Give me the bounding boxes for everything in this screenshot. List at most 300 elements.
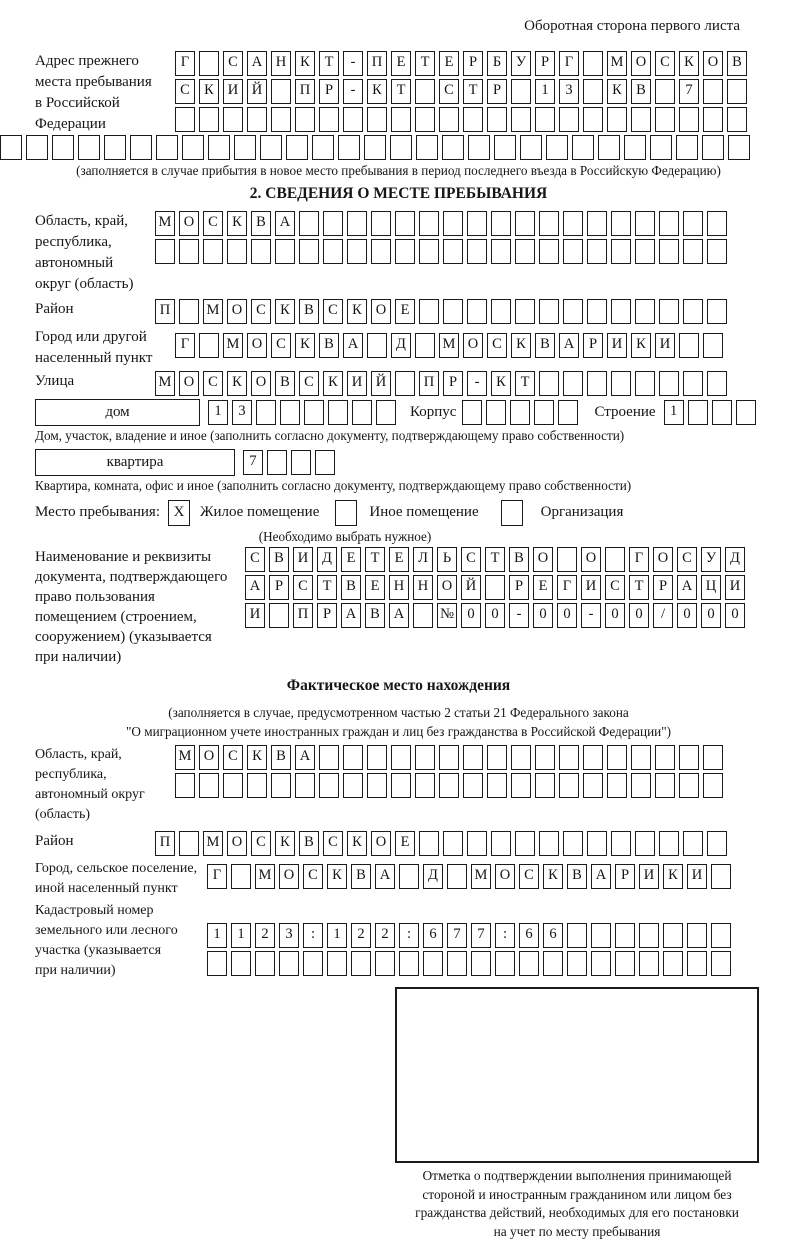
dom-caption: Дом, участок, владение и иное (заполнить согласно документу, подтверждающему право собственности) — [35, 428, 762, 444]
char-box — [315, 450, 335, 475]
char-box — [447, 864, 467, 889]
kvartira-box: квартира — [35, 449, 235, 476]
char-box — [659, 299, 679, 324]
char-box: С — [203, 371, 223, 396]
char-box — [280, 400, 300, 425]
org-label: Организация — [541, 499, 624, 526]
char-box: Р — [487, 79, 507, 104]
char-box: Г — [175, 51, 195, 76]
char-box: Т — [391, 79, 411, 104]
char-box — [207, 951, 227, 976]
char-box — [299, 211, 319, 236]
char-box — [703, 745, 723, 770]
char-box — [175, 107, 195, 132]
label-line: (область) — [35, 805, 175, 825]
char-box — [631, 107, 651, 132]
char-box — [683, 371, 703, 396]
char-box: С — [655, 51, 675, 76]
char-box — [559, 773, 579, 798]
char-box — [467, 299, 487, 324]
char-box — [227, 239, 247, 264]
char-box — [707, 211, 727, 236]
label-line: "О миграционном учете иностранных граждан и лиц без гражданства в Российской Федерации") — [35, 722, 762, 741]
char-box — [256, 400, 276, 425]
char-box — [624, 135, 646, 160]
char-box: А — [559, 333, 579, 358]
char-box: Т — [515, 371, 535, 396]
char-box: С — [677, 547, 697, 572]
char-box: И — [245, 603, 265, 628]
char-box — [727, 107, 747, 132]
label-line: округ (область) — [35, 274, 155, 295]
char-box: 1 — [231, 923, 251, 948]
char-box: 0 — [605, 603, 625, 628]
char-box: О — [533, 547, 553, 572]
char-box: 2 — [255, 923, 275, 948]
char-box: Е — [439, 51, 459, 76]
char-box — [468, 135, 490, 160]
char-box: К — [631, 333, 651, 358]
char-box — [535, 773, 555, 798]
label-line: помещением (строением, — [35, 607, 245, 627]
char-box: Д — [423, 864, 443, 889]
char-box: И — [293, 547, 313, 572]
char-box — [494, 135, 516, 160]
dom-row — [35, 399, 762, 426]
char-box: 0 — [677, 603, 697, 628]
char-box — [419, 299, 439, 324]
char-box — [231, 951, 251, 976]
char-box — [546, 135, 568, 160]
char-box: Н — [389, 575, 409, 600]
char-box — [495, 951, 515, 976]
char-boxes-row — [208, 400, 400, 425]
char-box — [683, 831, 703, 856]
char-box — [371, 239, 391, 264]
char-box: В — [567, 864, 587, 889]
char-box: Б — [487, 51, 507, 76]
char-box — [463, 773, 483, 798]
char-box: / — [653, 603, 673, 628]
char-box: И — [655, 333, 675, 358]
char-box — [443, 831, 463, 856]
char-box: - — [343, 51, 363, 76]
char-box — [26, 135, 48, 160]
char-box — [611, 371, 631, 396]
char-box — [443, 239, 463, 264]
char-box — [583, 107, 603, 132]
char-box: К — [227, 371, 247, 396]
char-box — [447, 951, 467, 976]
doc-block — [35, 547, 762, 667]
char-box — [179, 831, 199, 856]
char-box — [611, 831, 631, 856]
char-box: 0 — [461, 603, 481, 628]
label-line: населенный пункт — [35, 348, 175, 369]
char-box: Г — [175, 333, 195, 358]
char-box: Д — [317, 547, 337, 572]
char-box — [491, 211, 511, 236]
char-box — [391, 745, 411, 770]
char-boxes-row — [175, 51, 751, 76]
prev-address-rows — [175, 51, 751, 135]
char-box — [463, 107, 483, 132]
char-box — [659, 831, 679, 856]
char-box — [199, 51, 219, 76]
char-box — [312, 135, 334, 160]
char-box: Ь — [437, 547, 457, 572]
char-box — [687, 923, 707, 948]
char-box: 1 — [207, 923, 227, 948]
char-box: А — [341, 603, 361, 628]
char-box — [563, 299, 583, 324]
char-box — [679, 773, 699, 798]
char-box: Е — [395, 831, 415, 856]
char-box — [364, 135, 386, 160]
char-box — [591, 951, 611, 976]
char-box: 6 — [519, 923, 539, 948]
char-box — [371, 211, 391, 236]
kadastr-label — [35, 901, 207, 981]
char-box — [519, 951, 539, 976]
char-box: 7 — [243, 450, 263, 475]
char-box — [415, 773, 435, 798]
char-box: А — [343, 333, 363, 358]
char-box — [199, 333, 219, 358]
label-line: автономный округ — [35, 785, 175, 805]
char-box: К — [227, 211, 247, 236]
char-box: Т — [463, 79, 483, 104]
char-box — [583, 773, 603, 798]
char-box: 3 — [232, 400, 252, 425]
char-box — [659, 211, 679, 236]
char-box: Р — [319, 79, 339, 104]
char-boxes-row — [245, 547, 749, 572]
char-box — [419, 239, 439, 264]
char-box — [271, 773, 291, 798]
char-box — [255, 951, 275, 976]
char-box: В — [299, 299, 319, 324]
char-box — [419, 831, 439, 856]
label-line: Город, сельское поселение, — [35, 859, 207, 879]
char-box: О — [581, 547, 601, 572]
char-box: П — [293, 603, 313, 628]
char-box — [487, 745, 507, 770]
char-box — [511, 745, 531, 770]
kvartira-row — [35, 449, 762, 476]
char-boxes-row — [175, 107, 751, 132]
char-box — [251, 239, 271, 264]
char-boxes-row — [175, 333, 727, 358]
char-box: С — [175, 79, 195, 104]
char-box: Н — [271, 51, 291, 76]
char-box: 3 — [279, 923, 299, 948]
char-box — [328, 400, 348, 425]
char-box — [199, 107, 219, 132]
char-box: - — [509, 603, 529, 628]
oblast-row — [35, 211, 762, 299]
char-box — [467, 831, 487, 856]
char-box: М — [175, 745, 195, 770]
char-box — [391, 107, 411, 132]
char-boxes-row — [207, 951, 735, 976]
char-box: 6 — [423, 923, 443, 948]
char-box: А — [275, 211, 295, 236]
char-box: И — [581, 575, 601, 600]
char-box: 7 — [471, 923, 491, 948]
kvartira-caption: Квартира, комната, офис и иное (заполнить согласно документу, подтверждающему право собственности) — [35, 478, 762, 494]
char-box: Т — [485, 547, 505, 572]
char-box — [535, 745, 555, 770]
char-box — [491, 239, 511, 264]
char-box: Р — [583, 333, 603, 358]
fact-heading: Фактическое место нахождения — [35, 677, 762, 695]
char-box — [223, 107, 243, 132]
char-box: С — [251, 831, 271, 856]
char-box: К — [367, 79, 387, 104]
char-box — [367, 333, 387, 358]
char-box — [583, 745, 603, 770]
char-boxes-row-full — [0, 135, 762, 160]
dom-box: дом — [35, 399, 200, 426]
char-box — [271, 79, 291, 104]
char-box — [423, 951, 443, 976]
char-boxes-row — [155, 299, 731, 324]
mesto-row — [35, 499, 762, 526]
char-box — [319, 107, 339, 132]
char-box — [679, 333, 699, 358]
char-box: Й — [461, 575, 481, 600]
char-box: К — [347, 299, 367, 324]
char-box: С — [223, 51, 243, 76]
char-box: В — [365, 603, 385, 628]
char-box — [659, 239, 679, 264]
char-box: Й — [371, 371, 391, 396]
char-box — [275, 239, 295, 264]
char-box — [260, 135, 282, 160]
char-box: : — [495, 923, 515, 948]
char-box — [728, 135, 750, 160]
char-box — [511, 773, 531, 798]
char-box — [539, 371, 559, 396]
char-box — [343, 773, 363, 798]
char-box: Г — [207, 864, 227, 889]
char-box: И — [347, 371, 367, 396]
char-box: У — [511, 51, 531, 76]
char-box: К — [511, 333, 531, 358]
char-box — [655, 79, 675, 104]
char-box — [351, 951, 371, 976]
char-box: И — [223, 79, 243, 104]
char-box: - — [581, 603, 601, 628]
char-box: Г — [629, 547, 649, 572]
char-box: Р — [317, 603, 337, 628]
char-box: Т — [319, 51, 339, 76]
char-box — [347, 239, 367, 264]
char-box — [703, 79, 723, 104]
char-box: В — [341, 575, 361, 600]
char-box: 1 — [327, 923, 347, 948]
char-box: : — [303, 923, 323, 948]
raion-row — [35, 299, 762, 324]
char-box: О — [631, 51, 651, 76]
char-box — [635, 299, 655, 324]
char-box: В — [351, 864, 371, 889]
char-box — [367, 745, 387, 770]
char-box — [655, 745, 675, 770]
char-box — [511, 107, 531, 132]
char-box: С — [519, 864, 539, 889]
char-box: И — [687, 864, 707, 889]
label-line: стороной и иностранным гражданином или лицом без — [357, 1186, 797, 1205]
char-box: Н — [413, 575, 433, 600]
prev-address-label — [35, 51, 175, 135]
char-box — [676, 135, 698, 160]
char-box — [267, 450, 287, 475]
char-box: М — [203, 299, 223, 324]
char-box — [707, 831, 727, 856]
section2-heading: 2. СВЕДЕНИЯ О МЕСТЕ ПРЕБЫВАНИЯ — [35, 185, 762, 203]
char-boxes-row — [245, 575, 749, 600]
char-box: В — [251, 211, 271, 236]
char-box — [104, 135, 126, 160]
stroenie-label: Строение — [594, 399, 655, 426]
char-box: К — [491, 371, 511, 396]
char-box: О — [495, 864, 515, 889]
char-box: А — [677, 575, 697, 600]
char-box — [711, 923, 731, 948]
char-box: С — [293, 575, 313, 600]
char-box: П — [155, 831, 175, 856]
char-box: У — [701, 547, 721, 572]
char-box: С — [203, 211, 223, 236]
char-box: Г — [559, 51, 579, 76]
char-box — [559, 107, 579, 132]
char-box — [539, 299, 559, 324]
char-box: В — [319, 333, 339, 358]
char-box — [587, 239, 607, 264]
char-box — [399, 951, 419, 976]
char-box — [175, 773, 195, 798]
char-box — [367, 107, 387, 132]
char-box: С — [461, 547, 481, 572]
char-box — [443, 299, 463, 324]
char-box: И — [607, 333, 627, 358]
label-line: документа, подтверждающего — [35, 567, 245, 587]
char-box: 0 — [725, 603, 745, 628]
char-box — [179, 299, 199, 324]
char-box — [443, 211, 463, 236]
char-box: К — [607, 79, 627, 104]
char-box: Е — [533, 575, 553, 600]
char-box: Т — [415, 51, 435, 76]
doc-rows — [245, 547, 749, 631]
char-box — [639, 923, 659, 948]
char-box — [635, 239, 655, 264]
char-boxes-row — [207, 923, 735, 948]
char-box — [557, 547, 577, 572]
char-box — [442, 135, 464, 160]
char-box — [563, 239, 583, 264]
char-box — [515, 211, 535, 236]
oblast-rows — [155, 211, 731, 267]
char-box: П — [295, 79, 315, 104]
char-boxes-row — [175, 79, 751, 104]
char-box: К — [247, 745, 267, 770]
char-box: 7 — [679, 79, 699, 104]
char-box — [607, 107, 627, 132]
char-box: Е — [391, 51, 411, 76]
char-box — [155, 239, 175, 264]
kadastr-rows — [207, 923, 735, 979]
char-box — [712, 400, 732, 425]
char-box: Р — [269, 575, 289, 600]
kadastr-row — [35, 901, 762, 981]
char-box: Г — [557, 575, 577, 600]
char-box: К — [295, 51, 315, 76]
char-box — [203, 239, 223, 264]
page-header-note: Оборотная сторона первого листа — [35, 18, 740, 35]
gorod-label — [35, 327, 175, 369]
ulitsa-label: Улица — [35, 371, 155, 392]
stamp-area-box — [395, 987, 759, 1163]
char-box — [439, 745, 459, 770]
char-box: С — [245, 547, 265, 572]
char-box: С — [271, 333, 291, 358]
char-box: Е — [365, 575, 385, 600]
char-box: К — [323, 371, 343, 396]
char-box — [52, 135, 74, 160]
char-boxes-row — [155, 211, 731, 236]
char-box — [703, 333, 723, 358]
char-box — [415, 333, 435, 358]
char-box — [391, 773, 411, 798]
char-box — [703, 107, 723, 132]
char-box: С — [323, 831, 343, 856]
char-box — [515, 299, 535, 324]
char-box — [679, 745, 699, 770]
char-boxes-row — [155, 831, 731, 856]
char-box — [487, 773, 507, 798]
char-box — [376, 400, 396, 425]
char-box — [711, 951, 731, 976]
label-line: Наименование и реквизиты — [35, 547, 245, 567]
char-box: О — [653, 547, 673, 572]
char-box — [663, 951, 683, 976]
label-line: автономный — [35, 253, 155, 274]
char-box — [707, 239, 727, 264]
char-box: Е — [395, 299, 415, 324]
char-box — [0, 135, 22, 160]
char-box: О — [279, 864, 299, 889]
char-box — [130, 135, 152, 160]
char-box — [485, 575, 505, 600]
char-box: 2 — [375, 923, 395, 948]
char-box: С — [299, 371, 319, 396]
char-box: С — [487, 333, 507, 358]
char-box — [587, 211, 607, 236]
char-box — [416, 135, 438, 160]
char-box: Е — [341, 547, 361, 572]
char-box: С — [605, 575, 625, 600]
char-box: В — [727, 51, 747, 76]
char-box — [179, 239, 199, 264]
org-checkbox — [501, 500, 523, 526]
inoe-checkbox — [335, 500, 357, 526]
char-box — [567, 951, 587, 976]
char-box — [319, 773, 339, 798]
inoe-label: Иное помещение — [369, 499, 478, 526]
